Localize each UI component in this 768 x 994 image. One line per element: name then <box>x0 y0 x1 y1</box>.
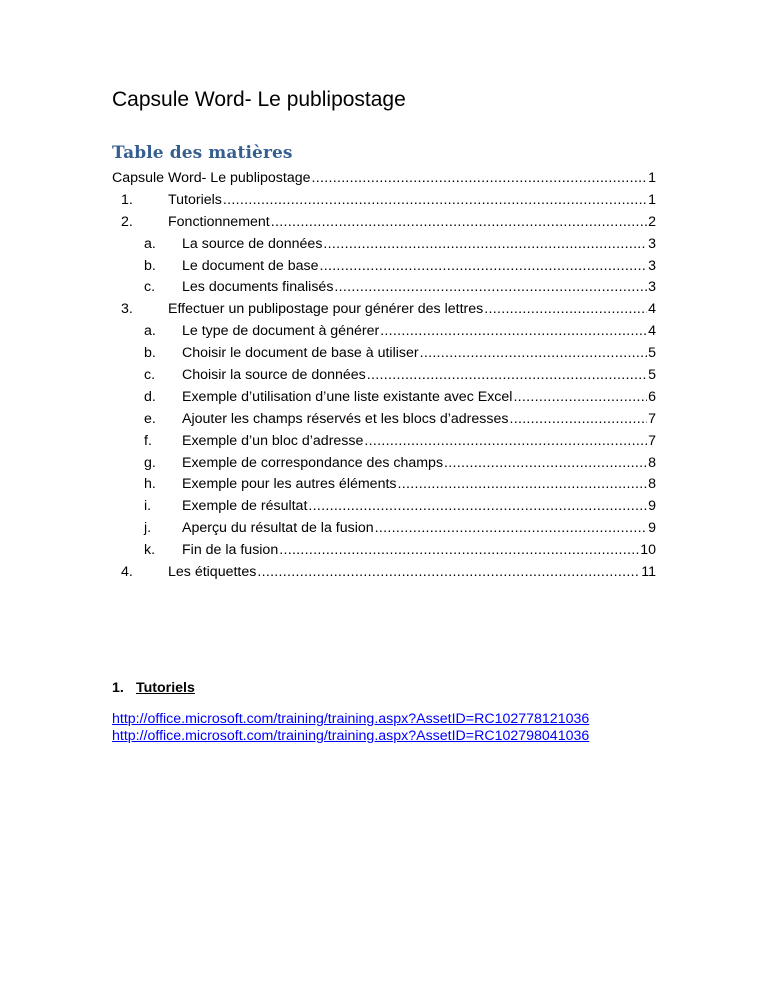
toc-entry-number: h. <box>144 476 156 493</box>
toc-entry-number: b. <box>144 257 156 274</box>
toc-entry[interactable] <box>112 387 656 409</box>
toc-entry-number: a. <box>144 323 156 340</box>
toc-entry[interactable] <box>112 496 656 518</box>
toc-entry-text: Exemple d’un bloc d’adresse <box>182 432 364 449</box>
toc-dot-leader <box>398 474 648 496</box>
toc-entry-number: k. <box>144 542 156 559</box>
toc-entry-page: 9 <box>648 498 656 515</box>
toc-entry[interactable] <box>112 409 656 431</box>
toc-dot-leader <box>420 343 648 365</box>
toc-entry-page: 3 <box>648 257 656 274</box>
toc-entry-text: Exemple de correspondance des champs <box>182 454 444 471</box>
toc-dot-leader <box>484 299 647 321</box>
toc-entry-text: Le document de base <box>182 257 319 274</box>
toc-entry-page: 11 <box>641 564 656 581</box>
toc-entry-text: Capsule Word- Le publipostage <box>112 170 311 186</box>
toc-dot-leader <box>312 168 648 190</box>
toc-entry-number: 3. <box>121 301 133 318</box>
toc-entry-text: Exemple d’utilisation d’une liste existante avec Excel <box>182 388 513 405</box>
toc-entry[interactable] <box>112 474 656 496</box>
toc-entry-page: 10 <box>640 542 656 559</box>
section-number: 1. <box>112 680 124 696</box>
toc-entry-number: c. <box>144 367 156 384</box>
toc-entry[interactable] <box>112 343 656 365</box>
toc-entry-page: 5 <box>648 367 656 384</box>
toc-entry[interactable] <box>112 365 656 387</box>
toc-entry-text: Ajouter les champs réservés et les blocs d’adresses <box>182 410 509 427</box>
toc-entry-text: Fin de la fusion <box>182 542 279 559</box>
tutorial-link-1[interactable]: http://office.microsoft.com/training/training.aspx?AssetID=RC102778121036 <box>112 711 590 727</box>
toc-dot-leader <box>319 256 647 278</box>
toc-entry-page: 9 <box>648 520 656 537</box>
toc-entry-number: j. <box>144 520 152 537</box>
toc-entry-page: 1 <box>648 170 656 186</box>
section-title: Tutoriels <box>136 680 195 696</box>
toc-heading: Table des matières <box>112 143 293 163</box>
toc-entry-number: f. <box>144 432 152 449</box>
toc-entry-number: e. <box>144 410 156 427</box>
toc-entry-page: 4 <box>648 323 656 340</box>
toc-entry-number: 4. <box>121 564 133 581</box>
toc-entry[interactable] <box>112 562 656 584</box>
toc-entry-number: 2. <box>121 213 133 230</box>
toc-dot-leader <box>257 562 640 584</box>
toc-entry[interactable] <box>112 234 656 256</box>
document-title: Capsule Word- Le publipostage <box>112 88 406 111</box>
table-of-contents <box>112 168 656 584</box>
toc-dot-leader <box>380 321 647 343</box>
toc-entry[interactable] <box>112 168 656 190</box>
toc-entry[interactable] <box>112 256 656 278</box>
toc-entry-number: 1. <box>121 191 133 208</box>
toc-dot-leader <box>271 212 647 234</box>
toc-dot-leader <box>308 496 647 518</box>
toc-entry-page: 7 <box>648 410 656 427</box>
toc-entry-text: Exemple de résultat <box>182 498 308 515</box>
toc-entry-text: Aperçu du résultat de la fusion <box>182 520 374 537</box>
toc-entry-text: Effectuer un publipostage pour générer des lettres <box>168 301 484 318</box>
toc-dot-leader <box>279 540 639 562</box>
toc-entry-text: Tutoriels <box>168 191 222 208</box>
toc-dot-leader <box>367 365 647 387</box>
toc-entry-number: g. <box>144 454 156 471</box>
toc-entry-text: Les étiquettes <box>168 564 257 581</box>
toc-entry-text: Le type de document à générer <box>182 323 380 340</box>
toc-dot-leader <box>223 190 647 212</box>
toc-entry-text: Choisir le document de base à utiliser <box>182 345 419 362</box>
toc-entry[interactable] <box>112 212 656 234</box>
toc-entry[interactable] <box>112 518 656 540</box>
toc-entry-page: 5 <box>648 345 656 362</box>
toc-entry[interactable] <box>112 277 656 299</box>
toc-entry-number: d. <box>144 388 156 405</box>
toc-entry-page: 6 <box>648 388 656 405</box>
toc-entry[interactable] <box>112 299 656 321</box>
toc-entry-page: 8 <box>648 454 656 471</box>
toc-entry-page: 4 <box>648 301 656 318</box>
toc-dot-leader <box>375 518 647 540</box>
toc-dot-leader <box>509 409 647 431</box>
toc-entry[interactable] <box>112 190 656 212</box>
tutorial-link-2[interactable]: http://office.microsoft.com/training/training.aspx?AssetID=RC102798041036 <box>112 727 590 744</box>
toc-entry-number: i. <box>144 498 152 515</box>
toc-dot-leader <box>334 277 647 299</box>
toc-entry-text: Choisir la source de données <box>182 367 366 384</box>
toc-entry-page: 7 <box>648 432 656 449</box>
toc-entry-page: 2 <box>648 213 656 230</box>
toc-dot-leader <box>444 453 647 475</box>
toc-dot-leader <box>323 234 647 256</box>
toc-entry-text: Exemple pour les autres éléments <box>182 476 397 493</box>
toc-entry-text: La source de données <box>182 235 323 252</box>
toc-entry[interactable] <box>112 321 656 343</box>
toc-entry[interactable] <box>112 431 656 453</box>
toc-dot-leader <box>364 431 647 453</box>
toc-entry-page: 8 <box>648 476 656 493</box>
toc-entry-text: Fonctionnement <box>168 213 270 230</box>
toc-entry-number: c. <box>144 279 156 296</box>
toc-dot-leader <box>513 387 647 409</box>
section-heading-tutoriels <box>112 680 195 696</box>
toc-entry[interactable] <box>112 453 656 475</box>
toc-entry-text: Les documents finalisés <box>182 279 334 296</box>
toc-entry-page: 1 <box>648 191 656 208</box>
toc-entry-number: b. <box>144 345 156 362</box>
tutorial-links <box>112 711 589 744</box>
toc-entry-number: a. <box>144 235 156 252</box>
toc-entry-page: 3 <box>648 235 656 252</box>
toc-entry[interactable] <box>112 540 656 562</box>
toc-entry-page: 3 <box>648 279 656 296</box>
